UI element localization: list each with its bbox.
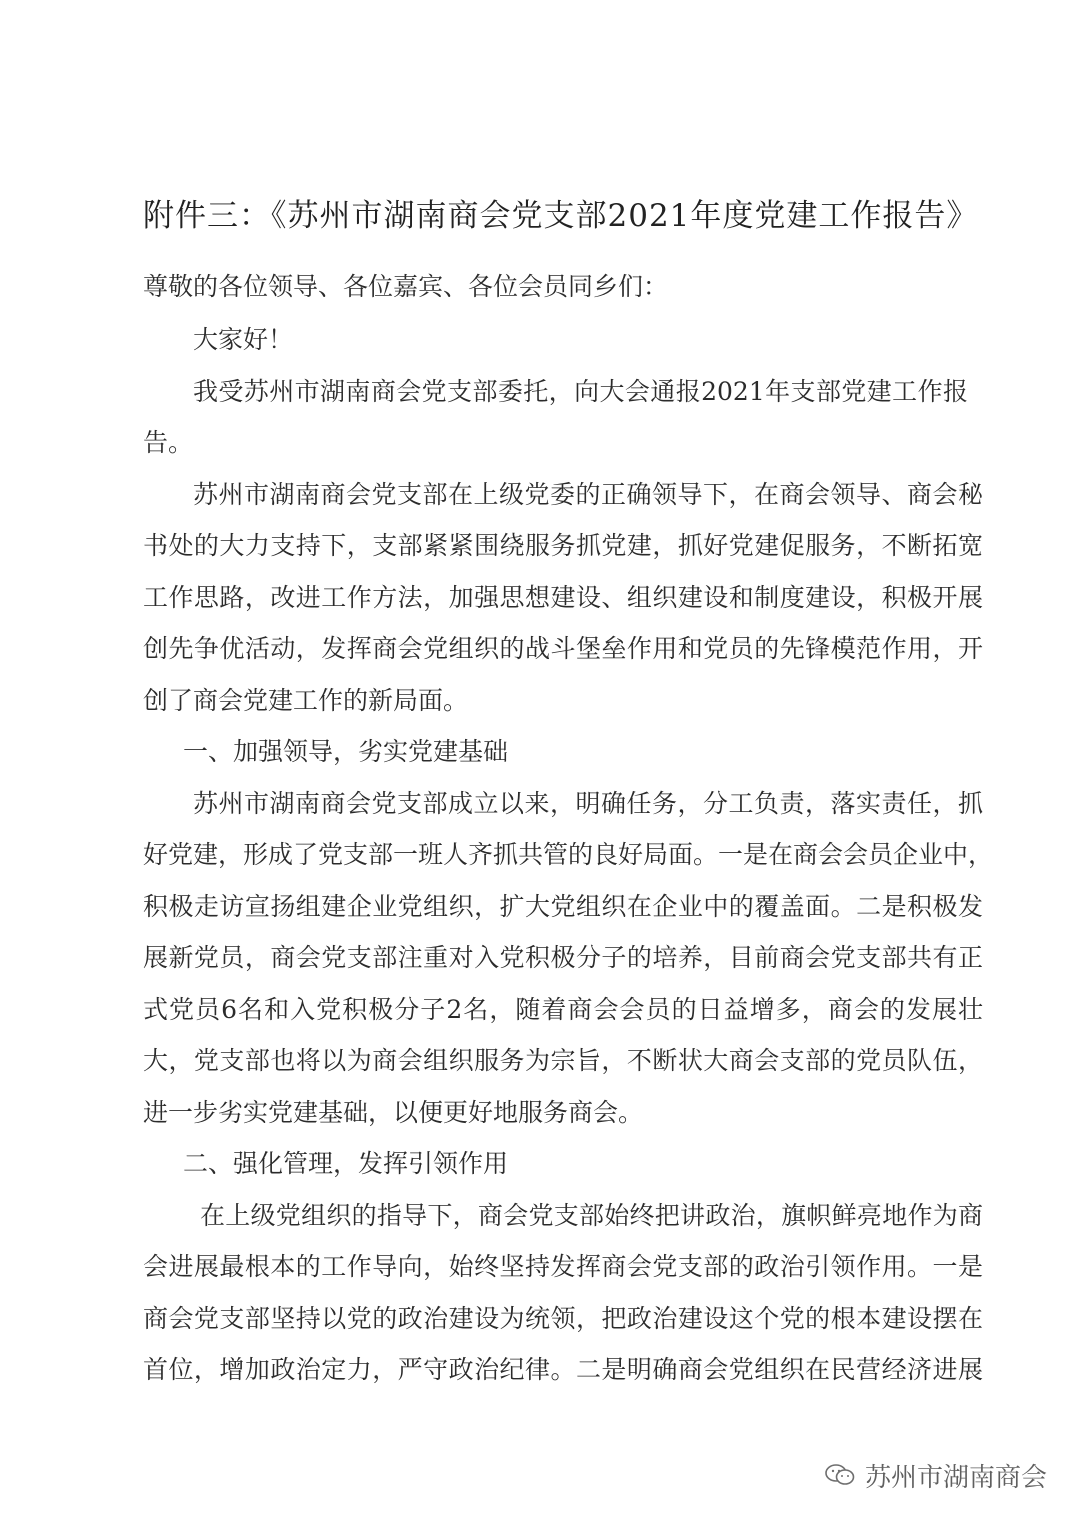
paragraph-line: 会进展最根本的工作导向，始终坚持发挥商会党支部的政治引领作用。一是 — [143, 1252, 983, 1281]
paragraph-line: 苏州市湖南商会党支部成立以来，明确任务，分工负责，落实责任，抓 — [193, 789, 983, 818]
wechat-icon — [825, 1463, 855, 1487]
section-heading-2: 二、强化管理，发挥引领作用 — [183, 1149, 509, 1178]
paragraph-line: 大，党支部也将以为商会组织服务为宗旨，不断状大商会支部的党员队伍， — [143, 1046, 983, 1075]
paragraph-line: 积极走访宣扬组建企业党组织，扩大党组织在企业中的覆盖面。二是积极发 — [143, 892, 983, 921]
paragraph-line: 创先争优活动，发挥商会党组织的战斗堡垒作用和党员的先锋模范作用，开 — [143, 634, 983, 663]
paragraph-line: 式党员6名和入党积极分子2名，随着商会会员的日益增多，商会的发展壮 — [143, 995, 983, 1024]
paragraph-line: 首位，增加政治定力，严守政治纪律。二是明确商会党组织在民营经济进展 — [143, 1355, 983, 1384]
paragraph-line: 在上级党组织的指导下，商会党支部始终把讲政治，旗帜鲜亮地作为商 — [200, 1201, 983, 1230]
paragraph-line: 书处的大力支持下，支部紧紧围绕服务抓党建，抓好党建促服务，不断拓宽 — [143, 531, 983, 560]
section-heading-1: 一、加强领导，劣实党建基础 — [183, 737, 509, 766]
paragraph-line: 展新党员，商会党支部注重对入党积极分子的培养，目前商会党支部共有正 — [143, 943, 983, 972]
watermark — [825, 1455, 1047, 1495]
paragraph-line: 告。 — [143, 428, 194, 457]
paragraph-line: 我受苏州市湖南商会党支部委托，向大会通报2021年支部党建工作报 — [193, 377, 968, 406]
document-title: 附件三：《苏州市湖南商会党支部2021年度党建工作报告》 — [143, 198, 979, 234]
paragraph-line: 创了商会党建工作的新局面。 — [143, 686, 469, 715]
salutation-line: 尊敬的各位领导、各位嘉宾、各位会员同乡们： — [143, 272, 669, 301]
paragraph-line: 工作思路，改进工作方法，加强思想建设、组织建设和制度建设，积极开展 — [143, 583, 983, 612]
paragraph-line: 进一步劣实党建基础，以便更好地服务商会。 — [143, 1098, 644, 1127]
paragraph-line: 好党建，形成了党支部一班人齐抓共管的良好局面。一是在商会会员企业中， — [143, 840, 994, 869]
watermark-text: 苏州市湖南商会 — [865, 1462, 1048, 1493]
paragraph-line: 苏州市湖南商会党支部在上级党委的正确领导下，在商会领导、商会秘 — [193, 480, 983, 509]
paragraph-line: 商会党支部坚持以党的政治建设为统领，把政治建设这个党的根本建设摆在 — [143, 1304, 983, 1333]
greeting-line: 大家好！ — [193, 325, 294, 354]
